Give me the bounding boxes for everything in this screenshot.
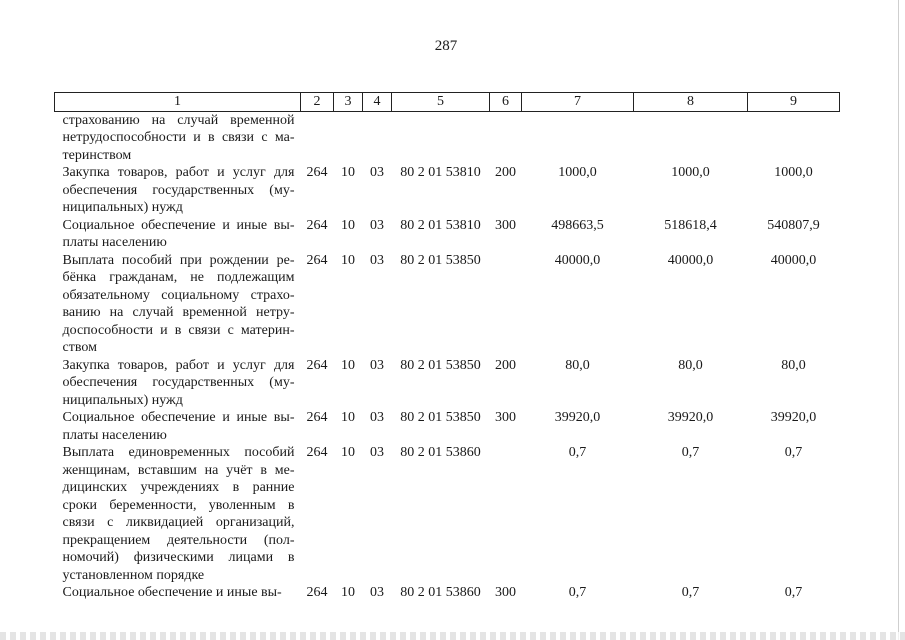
description-line: нетрудоспособности и в связи с ма- — [62, 130, 295, 145]
amount-2024-cell: 40000,0 — [554, 252, 601, 268]
table-row — [55, 164, 840, 217]
description-line: Закупка товаров, работ и услуг для — [62, 165, 295, 180]
target-article-cell: 80 2 01 53810 — [400, 217, 481, 233]
amount-2024-cell — [522, 111, 634, 164]
amount-2025-cell: 518618,4 — [664, 217, 717, 233]
amount-2025-cell: 0,7 — [681, 585, 700, 600]
amount-2024-cell: 0,7 — [568, 585, 587, 600]
target-article-cell: 80 2 01 53860 — [400, 445, 481, 460]
expense-type-cell: 300 — [495, 410, 516, 425]
table-row — [55, 111, 840, 164]
section-cell: 10 — [341, 585, 355, 600]
amount-2026-cell — [748, 111, 840, 164]
amount-2025-cell: 1000,0 — [671, 165, 710, 180]
description-line: ством — [62, 340, 97, 355]
column-header: 6 — [490, 93, 522, 112]
description-line: Выплата единовременных пособий — [62, 445, 295, 460]
subsection-cell — [363, 111, 392, 164]
description-line: ванию на случай временной нетру- — [62, 305, 295, 320]
target-article-cell: 80 2 01 53850 — [400, 410, 481, 425]
table-row — [55, 409, 840, 444]
description-line: женщинам, вставшим на учёт в ме- — [62, 462, 295, 478]
description-line: прекращением деятельности (пол- — [62, 532, 295, 548]
row-description — [55, 111, 301, 164]
subsection-cell: 03 — [370, 445, 384, 460]
amount-2026-cell: 0,7 — [784, 445, 803, 460]
amount-2024-cell: 39920,0 — [554, 410, 601, 425]
column-header: 1 — [55, 93, 301, 112]
expense-type-cell — [490, 111, 522, 164]
description-line: страхованию на случай временной — [62, 112, 295, 128]
row-description — [55, 444, 301, 584]
table-row — [55, 357, 840, 410]
row-description — [55, 252, 301, 357]
admin-code-cell: 264 — [306, 252, 328, 268]
page-number: 287 — [434, 38, 458, 54]
amount-2024-cell: 80,0 — [565, 357, 590, 373]
expense-type-cell: 200 — [495, 357, 516, 373]
amount-2024-cell: 0,7 — [568, 445, 587, 460]
description-line: Социальное обеспечение и иные вы- — [62, 585, 282, 600]
budget-table — [54, 92, 840, 602]
description-line: теринством — [62, 147, 132, 163]
row-description — [55, 164, 301, 217]
description-line: связи с ликвидацией организаций, — [62, 515, 295, 530]
admin-code-cell: 264 — [306, 357, 328, 373]
expense-type-cell — [490, 252, 522, 357]
description-line: Закупка товаров, работ и услуг для — [62, 357, 295, 373]
expense-type-cell — [490, 444, 522, 584]
table-row — [55, 584, 840, 602]
subsection-cell: 03 — [370, 585, 384, 600]
table-row — [55, 252, 840, 357]
amount-2026-cell: 39920,0 — [770, 410, 817, 425]
column-header: 5 — [392, 93, 490, 112]
amount-2025-cell — [634, 111, 748, 164]
subsection-cell: 03 — [370, 410, 384, 425]
expense-type-cell: 300 — [495, 217, 516, 233]
table-header — [55, 93, 840, 112]
amount-2026-cell: 80,0 — [781, 357, 806, 373]
row-description — [55, 409, 301, 444]
column-header: 8 — [634, 93, 748, 112]
amount-2026-cell: 540807,9 — [767, 217, 820, 233]
scan-edge — [898, 0, 899, 640]
section-cell: 10 — [341, 252, 355, 268]
subsection-cell: 03 — [370, 217, 384, 233]
description-line: номочий) физическими лицами в — [62, 550, 295, 565]
table-row — [55, 217, 840, 252]
description-line: Социальное обеспечение и иные вы- — [62, 217, 295, 233]
amount-2026-cell: 40000,0 — [770, 252, 817, 268]
column-header: 9 — [748, 93, 840, 112]
target-article-cell — [392, 111, 490, 164]
amount-2025-cell: 0,7 — [681, 445, 700, 460]
column-header: 2 — [301, 93, 334, 112]
description-line: доспособности и в связи с материн- — [62, 322, 295, 338]
subsection-cell: 03 — [370, 165, 384, 180]
description-line: установленном порядке — [62, 567, 205, 583]
table-body — [55, 111, 840, 602]
table-row — [55, 444, 840, 584]
admin-code-cell: 264 — [306, 217, 328, 233]
amount-2026-cell: 0,7 — [784, 585, 803, 600]
amount-2024-cell: 498663,5 — [551, 217, 604, 233]
amount-2025-cell: 40000,0 — [667, 252, 714, 268]
target-article-cell: 80 2 01 53850 — [400, 252, 481, 268]
description-line: платы населению — [62, 427, 167, 443]
column-header: 7 — [522, 93, 634, 112]
section-cell: 10 — [341, 165, 355, 180]
description-line: дицинских учреждениях в ранние — [62, 480, 295, 495]
row-description — [55, 217, 301, 252]
section-cell — [334, 111, 363, 164]
expense-type-cell: 300 — [495, 585, 516, 600]
amount-2025-cell: 80,0 — [678, 357, 703, 373]
admin-code-cell: 264 — [306, 585, 328, 600]
description-line: бёнка гражданам, не подлежащим — [62, 270, 295, 285]
section-cell: 10 — [341, 445, 355, 460]
section-cell: 10 — [341, 410, 355, 425]
section-cell: 10 — [341, 357, 355, 373]
amount-2024-cell: 1000,0 — [558, 165, 597, 180]
section-cell: 10 — [341, 217, 355, 233]
target-article-cell: 80 2 01 53860 — [400, 585, 481, 600]
admin-code-cell: 264 — [306, 410, 328, 425]
scan-bottom-strip — [0, 632, 905, 640]
description-line: обеспечения государственных (му- — [62, 375, 295, 390]
admin-code-cell — [301, 111, 334, 164]
target-article-cell: 80 2 01 53810 — [400, 165, 481, 180]
description-line: обязательному социальному страхо- — [62, 287, 295, 303]
row-description — [55, 584, 301, 602]
description-line: ниципальных) нужд — [62, 392, 183, 408]
expense-type-cell: 200 — [495, 165, 516, 180]
description-line: Социальное обеспечение и иные вы- — [62, 410, 295, 425]
row-description — [55, 357, 301, 410]
column-header: 3 — [334, 93, 363, 112]
subsection-cell: 03 — [370, 252, 384, 268]
description-line: платы населению — [62, 235, 167, 250]
description-line: обеспечения государственных (му- — [62, 182, 295, 198]
admin-code-cell: 264 — [306, 445, 328, 460]
subsection-cell: 03 — [370, 357, 384, 373]
amount-2026-cell: 1000,0 — [774, 165, 813, 180]
amount-2025-cell: 39920,0 — [667, 410, 714, 425]
description-line: сроки беременности, уволенным в — [62, 497, 295, 513]
admin-code-cell: 264 — [306, 165, 328, 180]
description-line: Выплата пособий при рождении ре- — [62, 252, 295, 268]
target-article-cell: 80 2 01 53850 — [400, 357, 481, 373]
description-line: ниципальных) нужд — [62, 200, 183, 215]
column-header: 4 — [363, 93, 392, 112]
